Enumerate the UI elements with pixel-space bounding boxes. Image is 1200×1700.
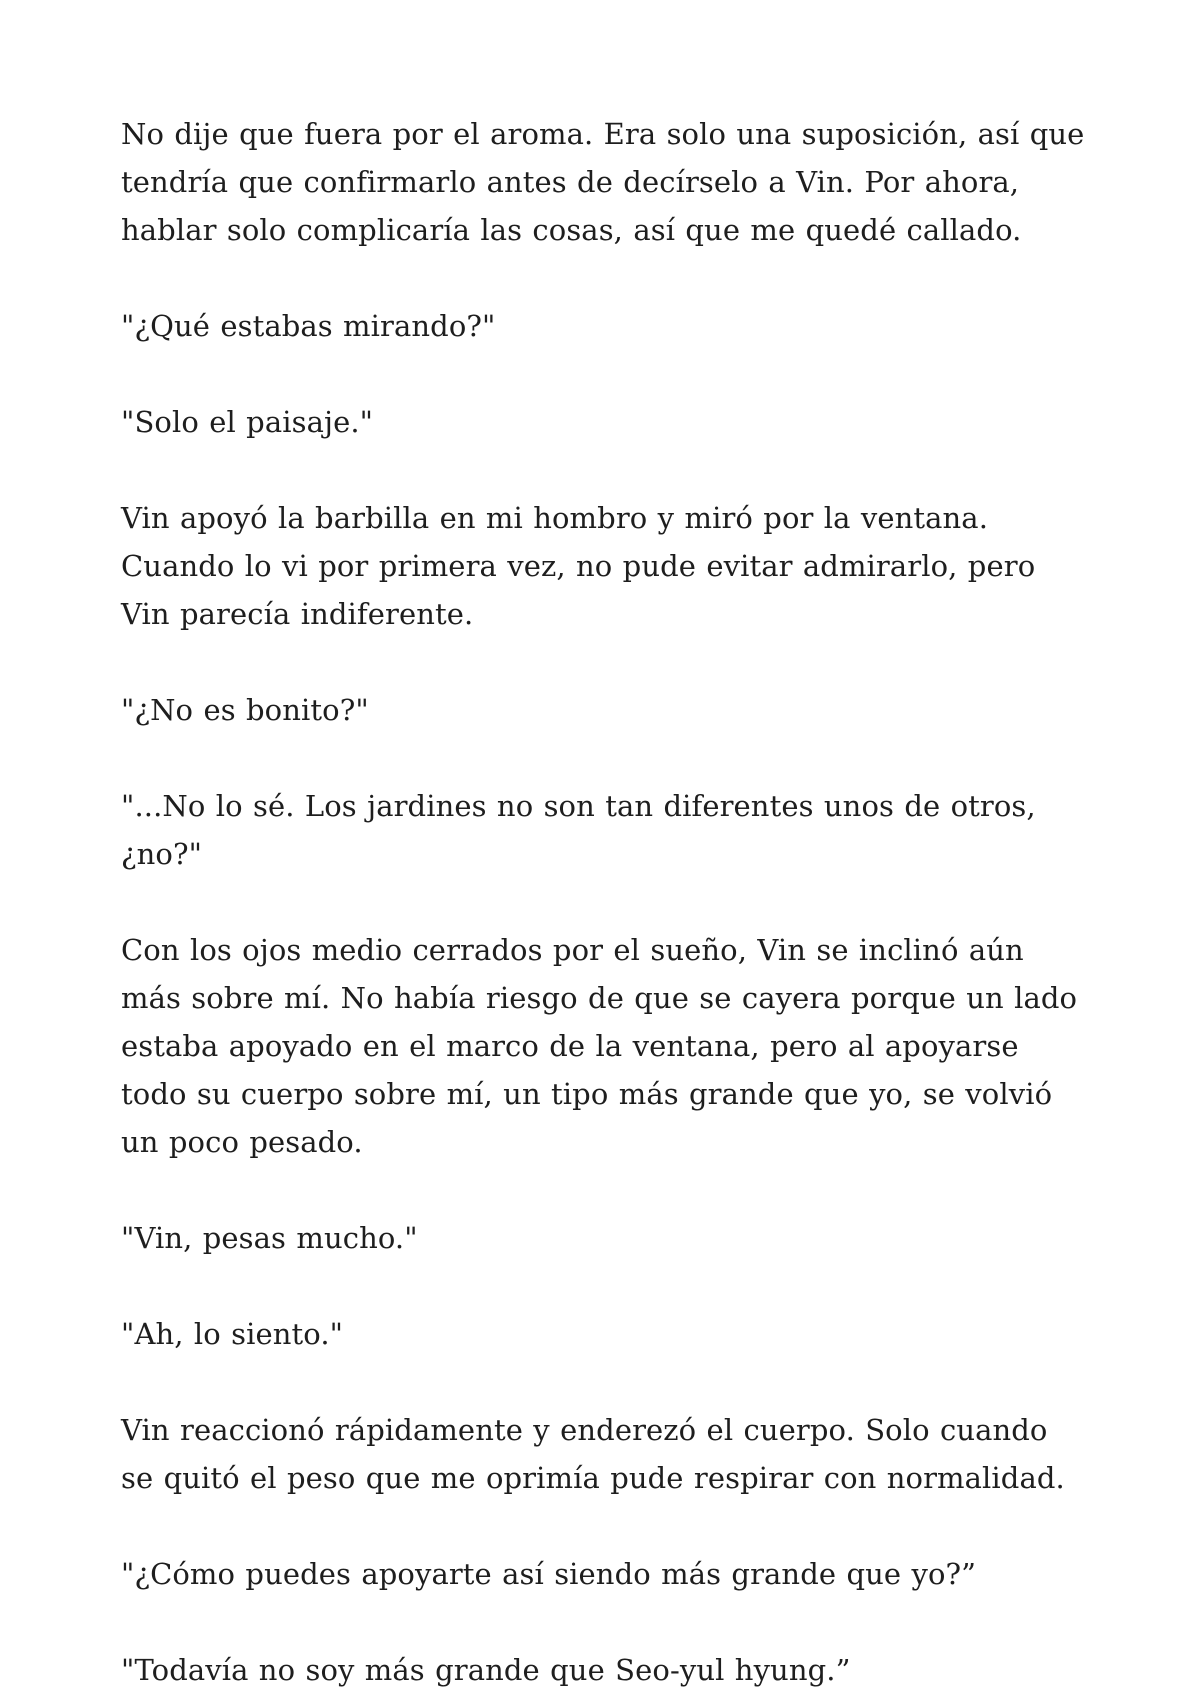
paragraph: Vin apoyó la barbilla en mi hombro y miró por la ventana. Cuando lo vi por primera vez, no pude evitar admirarlo, pero Vin parecía indiferente.	[121, 501, 1036, 631]
dialogue-line: "Todavía no soy más grande que Seo-yul hyung.”	[121, 1653, 851, 1687]
paragraph: No dije que fuera por el aroma. Era solo una suposición, así que tendría que confirmarlo antes de decírselo a Vin. Por ahora, hablar solo complicaría las cosas, así que me quedé callado.	[121, 117, 1085, 247]
dialogue-line: "¿Cómo puedes apoyarte así siendo más grande que yo?”	[121, 1557, 977, 1591]
dialogue-line: "¿Qué estabas mirando?"	[121, 309, 496, 343]
dialogue-line: "...No lo sé. Los jardines no son tan diferentes unos de otros, ¿no?"	[121, 789, 1036, 871]
paragraph: Con los ojos medio cerrados por el sueño, Vin se inclinó aún más sobre mí. No había riesgo de que se cayera porque un lado estaba apoyado en el marco de la ventana, pero al apoyarse todo su cuerpo sobre mí, un tipo más grande que yo, se volvió un poco pesado.	[121, 933, 1078, 1159]
paragraph: Vin reaccionó rápidamente y enderezó el cuerpo. Solo cuando se quitó el peso que me oprimía pude respirar con normalidad.	[121, 1413, 1065, 1495]
dialogue-line: "Vin, pesas mucho."	[121, 1221, 418, 1255]
dialogue-line: "¿No es bonito?"	[121, 693, 369, 727]
dialogue-line: "Solo el paisaje."	[121, 405, 374, 439]
dialogue-line: "Ah, lo siento."	[121, 1317, 344, 1351]
